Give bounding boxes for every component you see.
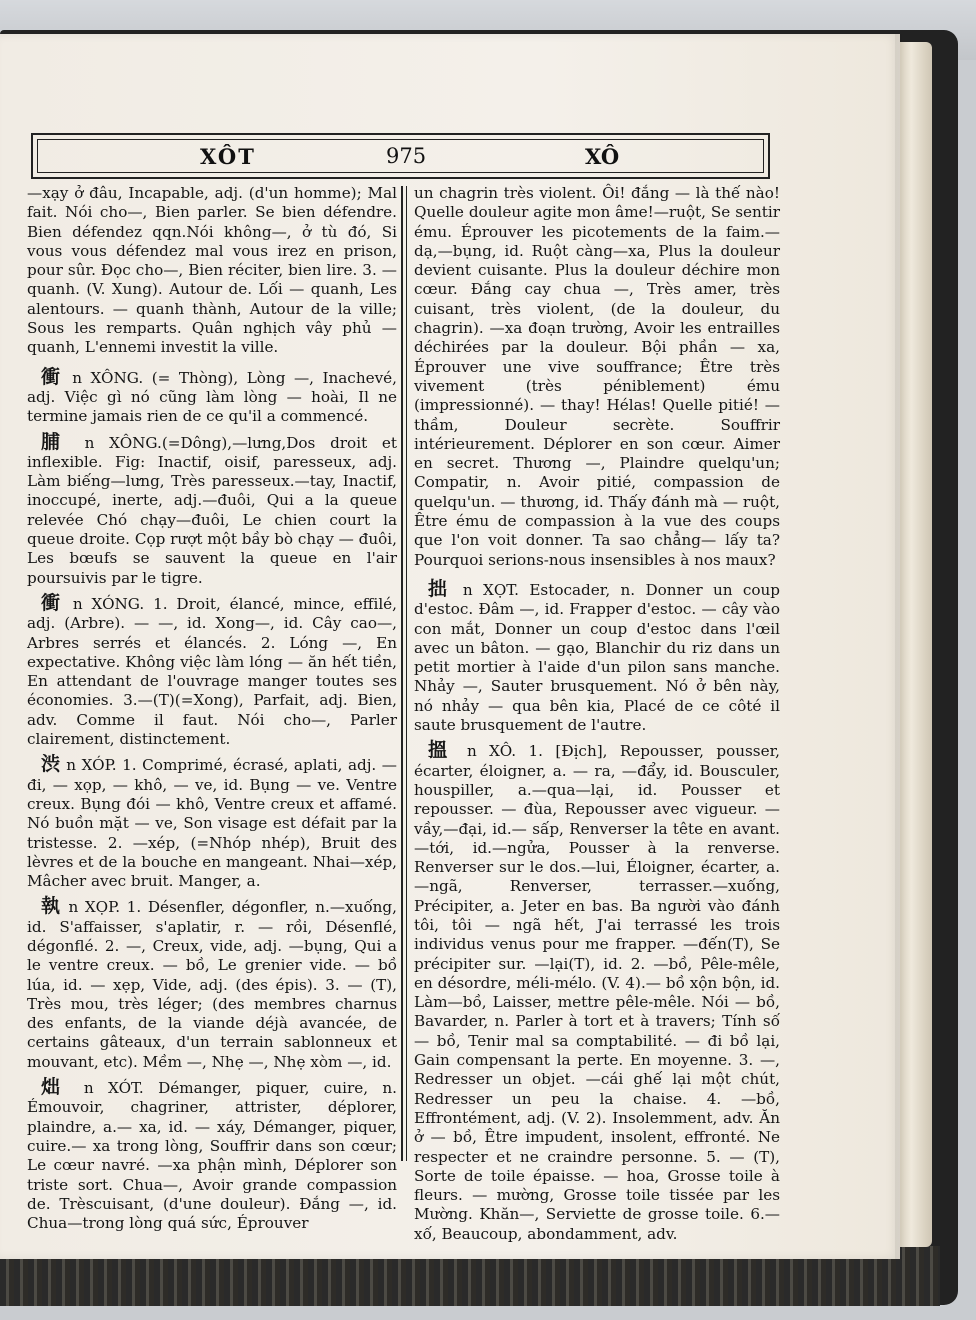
entry-text: n XÓP. 1. Comprimé, écrasé, aplati, adj. — đi, — xọp, — khô, — ve, id. Bụng — ve. Ventre creux. Bụng đói — khô, Ventre creux et affamé. Nó buồn mặt — ve, Son visage est défait par la tristesse. 2. —xép, (=Nhóp nhép), Bruit des lèvres et de la bouche en mangeant. Nhai—xép, Mâcher avec bruit. Manger, a. xyxy=(27,756,397,891)
header-left-guide-word: XÔT xyxy=(200,144,256,169)
entry-character: 脯 xyxy=(41,430,70,453)
entry-text: n XÔNG.(=Dông),—lưng,Dos droit et inflexible. Fig: Inactif, oisif, paresseux, adj. Làm biếng—lưng, Très paresseux.—tay, Inactif, inoccupé, inerte, adj.—đuôi, Qui a la queue relevée Chó chạy—đuôi, Le chien court la queue droite. Cọp rượt một bầy bò chạy — đuôi, Les bœufs se sauvent la queue en l'air poursuivis par le tigre. xyxy=(27,433,397,587)
entry-text: n XÔNG. (= Thòng), Lòng —, Inachevé, adj. Việc gì nó cũng làm lòng — hoài, Il ne termine jamais rien de ce qu'il a commencé. xyxy=(27,368,397,426)
column-divider xyxy=(401,186,407,1161)
dictionary-entry xyxy=(27,591,398,749)
entry-character: 衝 xyxy=(41,591,65,614)
dictionary-entry xyxy=(27,184,397,358)
dictionary-entry xyxy=(414,577,781,735)
entry-text: n XÔ. 1. [Địch], Repousser, pousser, écarter, éloigner, a. — ra, —đẩy, id. Bousculer, houspiller, a.—qua—lại, id. Pousser et repousser. — đùa, Repousser avec vigueur. — vầy,—đại, id.— sấp, Renverser la tête en avant.—tới, id.—ngửa, Pousser à la renverse. Renverser sur le dos.—lui, Éloigner, écarter, a.—ngã, Renverser, terrasser.—xuống, Précipiter, a. Jeter en bas. Ba người vào đánh tôi, tôi — ngã hết, J'ai terrassé les trois individus venus pour me frapper. —đến(T), Se précipiter sur. —lại(T), id. 2. —bồ, Pêle-mêle, en désordre, méli-mélo. (V. 4).— bồ xộn bộn, id. Làm—bồ, Laisser, mettre pêle-mêle. Nói — bồ, Bavarder, n. Parler à tort et à travers; Tính số — bồ, Tenir mal sa comptabilité. — đi bồ lại, Gain compensant la perte. En moyenne. 3. —, Redresser un objet. —cái ghế lại một chút, Redresser un peu la chaise. 4. —bồ, Effrontément, adj. (V. 2). Insolemment, adv. Ăn ở — bồ, Être impudent, insolent, effronté. Ne respecter et ne craindre personne. 5. — (T), Sorte de toile épaisse. — hoa, Grosse toile à fleurs. — mường, Grosse toile tissée par les Mường. Khăn—, Serviette de grosse toile. 6.—xố, Beaucoup, abondamment, adv. xyxy=(414,742,780,1243)
entry-character: 拙 xyxy=(428,577,453,600)
dictionary-entry xyxy=(27,1078,397,1233)
entry-text: n XỌT. Estocader, n. Donner un coup d'estoc. Đâm —, id. Frapper d'estoc. — cây vào con mắt, Donner un coup d'estoc dans l'œil avec un bâton. — gạo, Blanchir du riz dans un petit mortier à l'aide d'un pilon sans manche. Nhảy —, Sauter brusquement. Nó ở bên này, nó nhảy — qua bên kia, Placé de ce côté il saute brusquement de l'autre. xyxy=(414,580,781,735)
entry-text: n XÓNG. 1. Droit, élancé, mince, effilé, adj. (Arbre). — —, id. Xong—, id. Cây cao—, Arbres serrés et élancés. 2. Lóng —, En expectative. Không việc làm lóng — ăn hết tiền, En attendant de l'ouvrage manger toutes ses économies. 3.—(T)(=Xong), Parfait, adj. Bien, adv. Comme il faut. Nói cho—, Parler clairement, distinctement. xyxy=(27,594,398,749)
page-shadow xyxy=(895,34,905,1259)
dictionary-entry xyxy=(27,430,397,588)
right-column xyxy=(414,184,780,1250)
entry-character: 衝 xyxy=(41,365,64,388)
entry-text: n XÓT. Démanger, piquer, cuire, n. Émouvoir, chagriner, attrister, déplorer, plaindre, a.— xa, id. — xáy, Démanger, piquer, cuire.— xa trong lòng, Souffrir dans son cœur; Le cœur navré. —xa phận mình, Déplorer son triste sort. Chua—, Avoir grande compassion de. Trèscuisant, (d'une douleur). Đắng —, id. Chua—trong lòng quá sức, Éprouver xyxy=(27,1079,397,1233)
entry-text: n XỌP. 1. Désenfler, dégonfler, n.—xuống, id. S'affaisser, s'aplatir, r. — rồi, Désenflé, dégonflé. 2. —, Creux, vide, adj. —bụng, Qui a le ventre creux. — bồ, Le grenier vide. — bồ lúa, id. — xẹp, Vide, adj. (des épis). 3. — (T), Très mou, très léger; (des membres charnus des enfants, de la viande déjà avancée, de certains gâteaux, d'un terrain sablonneux et mouvant, etc). Mềm —, Nhẹ —, Nhẹ xòm —, id. xyxy=(27,898,397,1071)
left-column xyxy=(27,184,397,1239)
dictionary-entry xyxy=(414,741,780,1244)
page-number: 975 xyxy=(386,144,427,168)
entry-text: —xạy ở đâu, Incapable, adj. (d'un homme); Mal fait. Nói cho—, Bien parler. Se bien défendre. Bien défendez qqn.Nói không—, ở tù đó, Si vous vous défendez mal vous irez en prison, pour sûr. Đọc cho—, Bien réciter, bien lire. 3. — quanh. (V. Xung). Autour de. Lối — quanh, Les alentours. — quanh thành, Autour de la ville; Sous les remparts. Quân nghịch vây phủ —quanh, L'ennemi investit la ville. xyxy=(27,184,397,357)
entry-character: 搵 xyxy=(428,739,455,762)
dictionary-entry xyxy=(27,365,397,427)
header-right-guide-word: XÔ xyxy=(585,144,620,169)
dictionary-entry xyxy=(414,184,780,570)
dictionary-entry xyxy=(27,755,397,891)
entry-character: 渋 xyxy=(41,753,61,776)
entry-character: 執 xyxy=(41,895,62,918)
entry-text: un chagrin très violent. Ôi! đắng — là thế nào! Quelle douleur agite mon âme!—ruột, Se sentir ému. Éprouver les picotements de la faim.— dạ,—bụng, id. Ruột càng—xa, Plus la douleur devient cuisante. Plus la douleur déchire mon cœur. Đắng cay chua —, Très amer, très cuisant, très violent, (de la douleur, du chagrin). —xa đoạn trường, Avoir les entrailles déchirées par la douleur. Bội phần — xa, Éprouver une vive souffrance; Être très vivement (très péniblement) ému (impressionné). — thay! Hélas! Quelle pitié! —thầm, Douleur secrète. Souffrir intérieurement. Déplorer en son cœur. Aimer en secret. Thương —, Plaindre quelqu'un; Compatir, n. Avoir pitié, compassion de quelqu'un. — thương, id. Thấy đánh mà — ruột, Être ému de compassion à la vue des coups que l'on voit donner. Ta sao chẳng— lấy ta? Pourquoi serions-nous insensibles à nos maux? xyxy=(414,184,780,569)
dictionary-entry xyxy=(27,897,397,1072)
entry-character: 炪 xyxy=(41,1076,70,1099)
